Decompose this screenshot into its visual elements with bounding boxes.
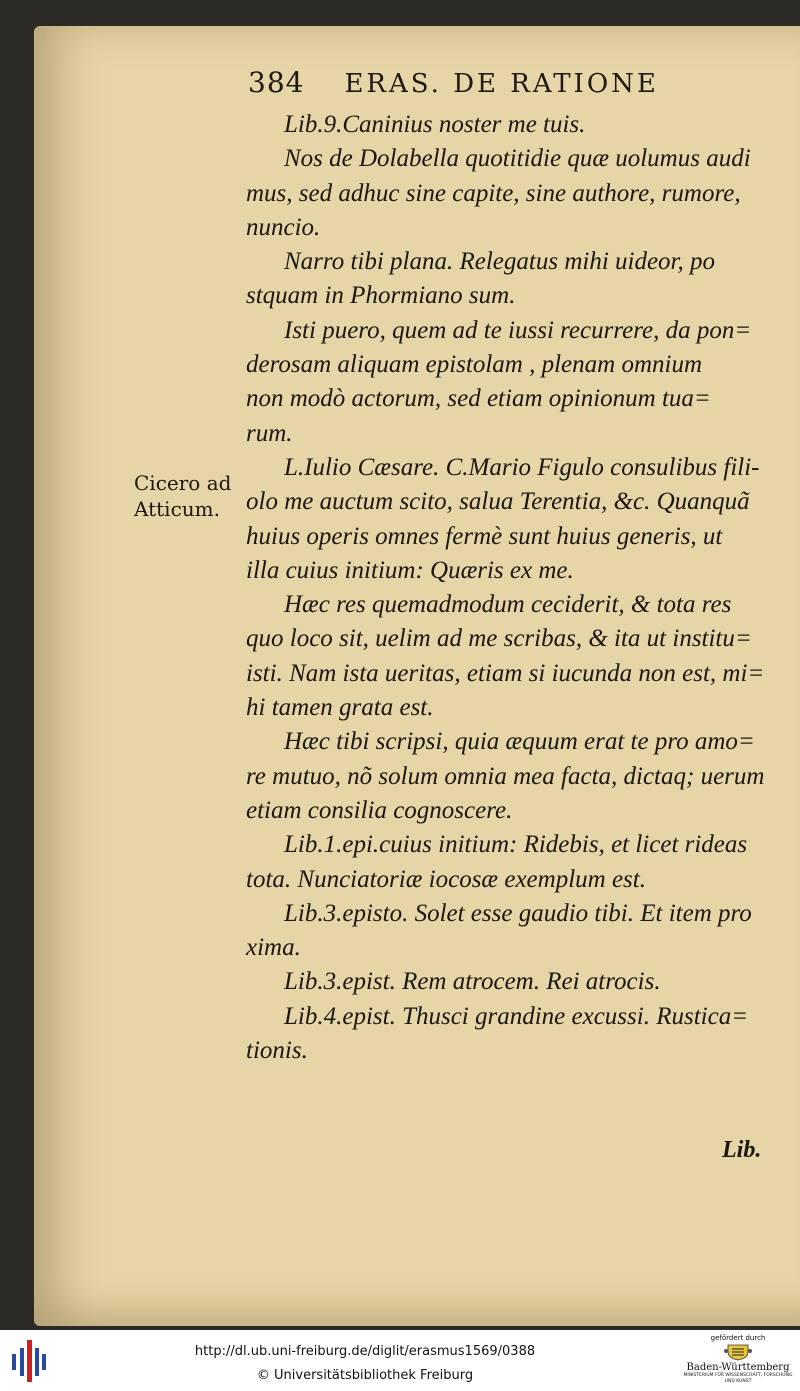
text-line: Narro tibi plana. Relegatus mihi uideor, po: [284, 248, 716, 276]
text-line: hi tamen grata est.: [246, 694, 434, 722]
copyright-text: © Universitätsbibliothek Freiburg: [256, 1368, 474, 1383]
text-line: non modò actorum, sed etiam opinionum tua=: [246, 385, 711, 413]
text-line: Lib.9.Caninius noster me tuis.: [284, 111, 586, 138]
baden-wuerttemberg-crest-icon: [724, 1343, 752, 1361]
marginal-note: [134, 470, 244, 522]
text-line: huius operis omnes fermè sunt huius generis, ut: [246, 522, 723, 550]
text-line: quo loco sit, uelim ad me scribas, & ita ut institu=: [246, 625, 752, 653]
text-line: stquam in Phormiano sum.: [246, 282, 516, 310]
marginal-note-line: Atticum.: [134, 497, 220, 521]
text-line: isti. Nam ista ueritas, etiam si iucunda non est, mi=: [246, 659, 765, 687]
text-line: L.Iulio Cæsare. C.Mario Figulo consulibus fili-: [284, 453, 760, 481]
sponsor-block: [680, 1332, 796, 1390]
text-line: illa cuius initium: Quæris ex me.: [246, 556, 574, 584]
sponsor-name: Baden-Württemberg: [686, 1362, 790, 1373]
source-url-link[interactable]: http://dl.ub.uni-freiburg.de/diglit/erasmus1569/0388: [194, 1344, 536, 1359]
text-line: Nos de Dolabella quotitidie quæ uolumus audi: [284, 145, 751, 173]
text-line: Hæc res quemadmodum ceciderit, & tota res: [284, 591, 732, 619]
text-block: [246, 108, 790, 1068]
text-line: derosam aliquam epistolam , plenam omnium: [246, 351, 702, 379]
text-line: nuncio.: [246, 213, 321, 241]
text-line: tionis.: [246, 1037, 308, 1065]
text-line: rum.: [246, 419, 293, 447]
sponsor-ministry: MINISTERIUM FÜR WISSENSCHAFT, FORSCHUNG UND KUNST: [683, 1373, 793, 1384]
page-number: 384: [248, 66, 305, 99]
running-head: [248, 66, 768, 106]
text-line: etiam consilia cognoscere.: [246, 796, 513, 824]
text-line: olo me auctum scito, salua Terentia, &c. Quanquã: [246, 488, 750, 516]
text-line: Lib.4.epist. Thusci grandine excussi. Rustica=: [284, 1002, 749, 1030]
sponsor-label: gefördert durch: [710, 1334, 766, 1342]
text-line: Hæc tibi scripsi, quia æquum erat te pro amo=: [284, 728, 755, 756]
text-line: mus, sed adhuc sine capite, sine authore, rumore,: [246, 179, 741, 207]
text-line: re mutuo, nõ solum omnia mea facta, dictaq; uerum: [246, 762, 765, 790]
text-line: tota. Nunciatoriæ iocosæ exemplum est.: [246, 865, 646, 893]
marginal-note-line: Cicero ad: [134, 471, 232, 495]
text-line: Isti puero, quem ad te iussi recurrere, da pon=: [284, 316, 752, 344]
text-line: xima.: [246, 934, 301, 962]
footer-bar: [0, 1330, 800, 1391]
text-line: Lib.3.episto. Solet esse gaudio tibi. Et item pro: [284, 899, 752, 927]
running-head-title: ERAS. DE RATIONE: [344, 69, 659, 99]
text-line: Lib.3.epist. Rem atrocem. Rei atrocis.: [284, 968, 661, 996]
text-line: Lib.1.epi.cuius initium: Ridebis, et licet rideas: [284, 831, 748, 859]
catchword: Lib.: [722, 1137, 762, 1163]
